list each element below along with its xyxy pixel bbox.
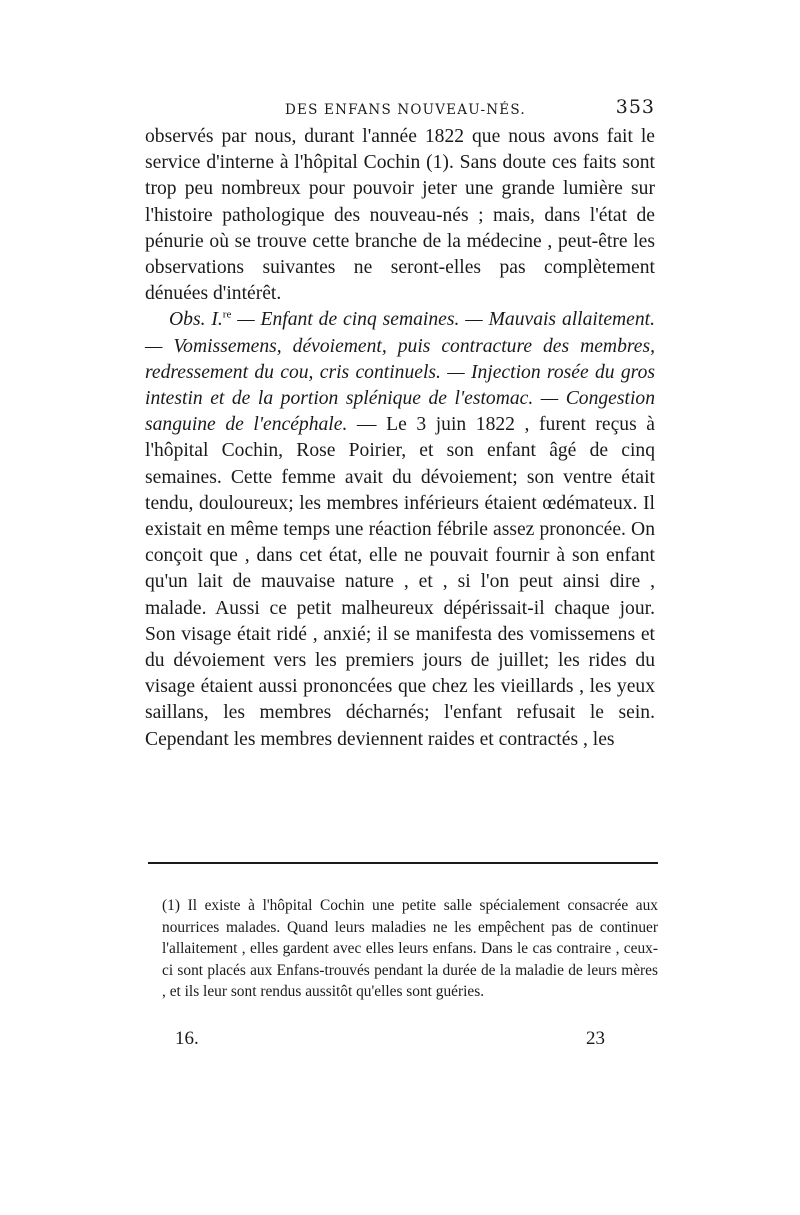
observation-paragraph	[145, 307, 655, 752]
signature-sheet: 23	[586, 1028, 605, 1049]
observation-number: Obs. I.	[169, 309, 223, 331]
signature-number: 16.	[175, 1028, 199, 1049]
observation-superscript: re	[222, 308, 232, 321]
running-head	[145, 96, 655, 124]
footnote: (1) Il existe à l'hôpital Cochin une petite salle spécialement consacrée aux nourrices malades. Quand leurs maladies ne les empêchent pas de continuer l'allaitement , elles gardent avec elles leurs enfans. Dans le cas contraire , ceux-ci sont placés aux Enfans-trouvés pendant la durée de la maladie de leurs mères , et ils leur sont rendus aussitôt qu'elles sont guéries.	[162, 897, 658, 1000]
running-head-title: DES ENFANS NOUVEAU-NÉS.	[285, 102, 526, 118]
observation-text: — Le 3 juin 1822 , furent reçus à l'hôpital Cochin, Rose Poirier, et son enfant âgé de cinq semaines. Cette femme avait du dévoiement; son ventre était tendu, douloureux; les membres inférieurs étaient œdémateux. Il existait en même temps une réaction fébrile assez prononcée. On conçoit que , dans cet état, elle ne pouvait fournir à son enfant qu'un lait de mauvaise nature , et , si l'on peut ainsi dire , malade. Aussi ce petit malheureux dépérissait-il chaque jour. Son visage était ridé , anxié; il se manifesta des vomissemens et du dévoiement vers les premiers jours de juillet; les rides du visage étaient aussi prononcées que chez les vieillards , les yeux saillans, les membres décharnés; l'enfant refusait le sein. Cependant les membres deviennent raides et contractés , les	[145, 414, 655, 750]
page-body	[145, 96, 655, 753]
main-text	[145, 124, 655, 753]
footnote-rule	[148, 862, 658, 864]
intro-paragraph: observés par nous, durant l'année 1822 que nous avons fait le service d'interne à l'hôpital Cochin (1). Sans doute ces faits sont trop peu nombreux pour pouvoir jeter une grande lumière sur l'histoire pathologique des nouveau-nés ; mais, dans l'état de pénurie où se trouve cette branche de la médecine , peut-être les observations suivantes ne seront-elles pas complètement dénuées d'intérêt.	[145, 126, 655, 305]
page-number: 353	[615, 96, 655, 118]
observation-heading: — Enfant de cinq semaines. — Mauvais allaitement. — Vomissemens, dévoiement, puis contracture des membres, redressement du cou, cris continuels. — Injection rosée du gros intestin et de la portion splénique de l'estomac. — Congestion sanguine de l'encéphale.	[145, 309, 655, 436]
observation-label	[169, 309, 231, 330]
